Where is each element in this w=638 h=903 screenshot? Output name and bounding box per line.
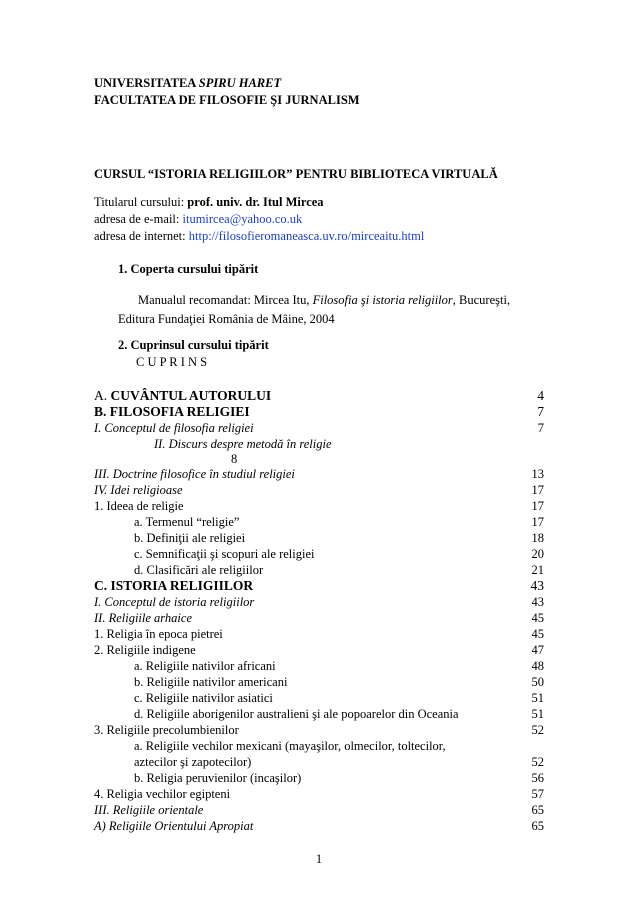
toc-row bbox=[94, 643, 544, 658]
toc-row bbox=[134, 547, 544, 562]
university-prefix: UNIVERSITATEA bbox=[94, 76, 199, 90]
toc-page: 56 bbox=[531, 771, 544, 785]
toc-row bbox=[94, 787, 544, 802]
toc-text: 1. Religia în epoca pietrei bbox=[94, 627, 223, 641]
toc-row bbox=[94, 499, 544, 514]
university-name: SPIRU HARET bbox=[198, 76, 282, 90]
toc-row bbox=[134, 563, 544, 578]
toc-text: d. Clasificări ale religiilor bbox=[134, 563, 264, 577]
toc-text: IV. Idei religioase bbox=[94, 483, 183, 497]
website-link[interactable]: http://filosofieromaneasca.uv.ro/mirceaitu.html bbox=[188, 229, 425, 243]
toc-row bbox=[94, 627, 544, 642]
toc-text: III. Religiile orientale bbox=[94, 803, 204, 817]
toc-page: 43 bbox=[531, 595, 544, 609]
section2-heading: 2. Cuprinsul cursului tipărit bbox=[118, 338, 269, 352]
toc-text: A) Religiile Orientului Apropiat bbox=[94, 819, 254, 833]
toc-text: C. ISTORIA RELIGIILOR bbox=[94, 578, 254, 593]
toc-text: I. Conceptul de filosofia religiei bbox=[94, 421, 254, 435]
toc-row bbox=[134, 691, 544, 706]
toc-row bbox=[94, 388, 544, 403]
toc-text: I. Conceptul de istoria religiilor bbox=[94, 595, 255, 609]
manual-line2: Editura Fundaţiei România de Mâine, 2004 bbox=[118, 312, 335, 326]
toc-text: II. Religiile arhaice bbox=[94, 611, 193, 625]
toc-row bbox=[134, 707, 544, 722]
toc-page: 45 bbox=[531, 611, 544, 625]
email-label: adresa de e-mail: bbox=[94, 212, 183, 226]
holder-name: prof. univ. dr. Itul Mircea bbox=[187, 195, 324, 209]
course-title: CURSUL “ISTORIA RELIGIILOR” PENTRU BIBLIOTECA VIRTUALĂ bbox=[94, 167, 498, 181]
toc-row bbox=[94, 404, 544, 419]
toc-text: aztecilor şi zapotecilor) bbox=[134, 755, 252, 769]
toc-page: 48 bbox=[531, 659, 544, 673]
manual-prefix: Manualul recomandat: Mircea Itu, bbox=[138, 293, 313, 307]
toc-row bbox=[94, 803, 544, 818]
toc-page: 17 bbox=[531, 515, 544, 529]
toc-page: 21 bbox=[531, 563, 544, 577]
toc-text: 1. Ideea de religie bbox=[94, 499, 184, 513]
cuprins-heading: C U P R I N S bbox=[136, 355, 208, 369]
toc-text: c. Semnificaţii şi scopuri ale religiei bbox=[134, 547, 315, 561]
toc-page: 13 bbox=[531, 467, 544, 481]
toc-row bbox=[94, 595, 544, 610]
toc-page: 47 bbox=[531, 643, 544, 657]
toc-row bbox=[134, 659, 544, 674]
university-line bbox=[94, 76, 281, 91]
toc-page: 43 bbox=[530, 578, 544, 593]
toc-page: 20 bbox=[531, 547, 544, 561]
toc-row bbox=[154, 437, 454, 452]
page-number: 1 bbox=[315, 852, 323, 866]
toc-prefix: A. bbox=[94, 388, 111, 403]
toc-page: 52 bbox=[531, 755, 544, 769]
toc-text: a. Termenul “religie” bbox=[134, 515, 240, 529]
toc-text: 4. Religia vechilor egipteni bbox=[94, 787, 231, 801]
toc-page: 17 bbox=[531, 499, 544, 513]
toc-row bbox=[94, 421, 544, 436]
manual-suffix: , Bucureşti, bbox=[452, 293, 511, 307]
toc-row bbox=[134, 755, 544, 770]
toc-row bbox=[134, 675, 544, 690]
toc-page: 50 bbox=[531, 675, 544, 689]
website-label: adresa de internet: bbox=[94, 229, 189, 243]
toc-row bbox=[94, 819, 544, 834]
toc-row bbox=[94, 483, 544, 498]
toc-text: B. FILOSOFIA RELIGIEI bbox=[94, 404, 250, 419]
toc-text: 3. Religiile precolumbienilor bbox=[94, 723, 239, 737]
toc-row bbox=[94, 467, 544, 482]
toc-page: 7 bbox=[537, 421, 544, 435]
toc-row bbox=[134, 771, 544, 786]
website-line bbox=[94, 229, 424, 244]
toc-row bbox=[231, 452, 271, 467]
toc-page: 65 bbox=[531, 803, 544, 817]
toc-page: 45 bbox=[531, 627, 544, 641]
toc-page: 18 bbox=[531, 531, 544, 545]
toc-text: III. Doctrine filosofice în studiul religiei bbox=[94, 467, 295, 481]
toc-text: II. Discurs despre metodă în religie bbox=[154, 437, 332, 451]
toc-page: 8 bbox=[231, 452, 238, 466]
toc-text: a. Religiile vechilor mexicani (mayaşilor, olmecilor, toltecilor, bbox=[134, 739, 446, 753]
toc-page: 17 bbox=[531, 483, 544, 497]
toc-page: 51 bbox=[531, 691, 544, 705]
toc-row bbox=[94, 611, 544, 626]
toc-text: CUVÂNTUL AUTORULUI bbox=[110, 388, 272, 403]
faculty-line: FACULTATEA DE FILOSOFIE ŞI JURNALISM bbox=[94, 93, 360, 107]
toc-row bbox=[94, 723, 544, 738]
toc-page: 7 bbox=[537, 404, 544, 419]
toc-text: c. Religiile nativilor asiatici bbox=[134, 691, 273, 705]
holder-line bbox=[94, 195, 324, 210]
toc-row bbox=[134, 515, 544, 530]
section1-heading: 1. Coperta cursului tipărit bbox=[118, 262, 259, 276]
email-link[interactable]: itumircea@yahoo.co.uk bbox=[182, 212, 303, 226]
email-line bbox=[94, 212, 302, 227]
toc-text: d. Religiile aborigenilor australieni şi ale popoarelor din Oceania bbox=[134, 707, 459, 721]
toc-page: 4 bbox=[537, 388, 544, 403]
toc-page: 52 bbox=[531, 723, 544, 737]
toc-row bbox=[134, 739, 544, 754]
toc-page: 51 bbox=[531, 707, 544, 721]
toc-text: b. Definiţii ale religiei bbox=[134, 531, 246, 545]
toc-page: 57 bbox=[531, 787, 544, 801]
manual-title: Filosofia şi istoria religiilor bbox=[312, 293, 453, 307]
toc-text: b. Religiile nativilor americani bbox=[134, 675, 288, 689]
holder-label: Titularul cursului: bbox=[94, 195, 188, 209]
toc-row bbox=[134, 531, 544, 546]
toc-text: a. Religiile nativilor africani bbox=[134, 659, 276, 673]
toc-page: 65 bbox=[531, 819, 544, 833]
manual-paragraph bbox=[118, 291, 544, 309]
toc-row bbox=[94, 578, 544, 593]
toc-text: b. Religia peruvienilor (incaşilor) bbox=[134, 771, 302, 785]
toc-text: 2. Religiile indigene bbox=[94, 643, 196, 657]
